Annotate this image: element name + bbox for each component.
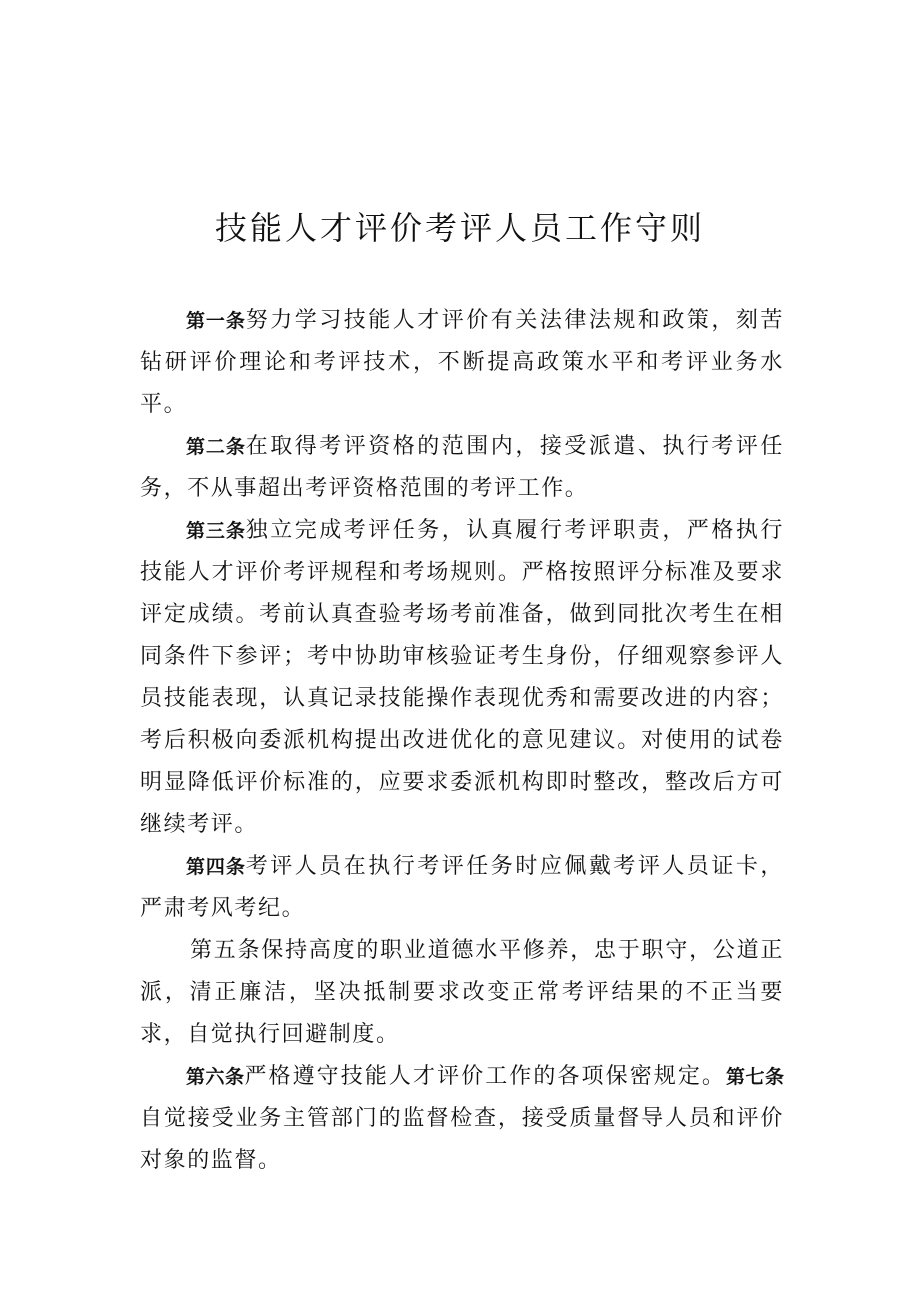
- article-5-text: 第五条保持高度的职业道德水平修养，忠于职守，公道正派，清正廉洁，坚决抵制要求改变正常考评结果的不正当要求，自觉执行回避制度。: [140, 938, 784, 1047]
- document-body: [140, 300, 784, 1182]
- article-1-label: 第一条: [186, 310, 246, 332]
- article-7-label: 第七条: [726, 1066, 784, 1088]
- article-3-label: 第三条: [186, 520, 246, 542]
- article-2-text: 在取得考评资格的范围内，接受派遣、执行考评任务，不从事超出考评资格范围的考评工作。: [140, 434, 784, 501]
- article-3: [140, 510, 784, 846]
- article-6-7: [140, 1056, 784, 1182]
- article-4-text: 考评人员在执行考评任务时应佩戴考评人员证卡，严肃考风考纪。: [140, 854, 784, 921]
- article-2: [140, 426, 784, 510]
- article-5: [140, 930, 784, 1056]
- article-7-text: 自觉接受业务主管部门的监督检查，接受质量督导人员和评价对象的监督。: [140, 1106, 784, 1173]
- document-title: 技能人才评价考评人员工作守则: [214, 209, 705, 247]
- article-6-label: 第六条: [186, 1066, 245, 1088]
- article-4-label: 第四条: [186, 856, 246, 878]
- article-4: [140, 846, 784, 930]
- article-1-text: 努力学习技能人才评价有关法律法规和政策，刻苦钻研评价理论和考评技术，不断提高政策水平和考评业务水平。: [140, 308, 784, 417]
- article-3-text: 独立完成考评任务，认真履行考评职责，严格执行技能人才评价考评规程和考场规则。严格按照评分标准及要求评定成绩。考前认真查验考场考前准备，做到同批次考生在相同条件下参评；考中协助审核验证考生身份，仔细观察参评人员技能表现，认真记录技能操作表现优秀和需要改进的内容；考后积极向委派机构提出改进优化的意见建议。对使用的试卷明显降低评价标准的，应要求委派机构即时整改，整改后方可继续考评。: [140, 518, 784, 837]
- article-1: [140, 300, 784, 426]
- article-6-text: 严格遵守技能人才评价工作的各项保密规定。: [244, 1064, 727, 1089]
- article-2-label: 第二条: [186, 436, 246, 458]
